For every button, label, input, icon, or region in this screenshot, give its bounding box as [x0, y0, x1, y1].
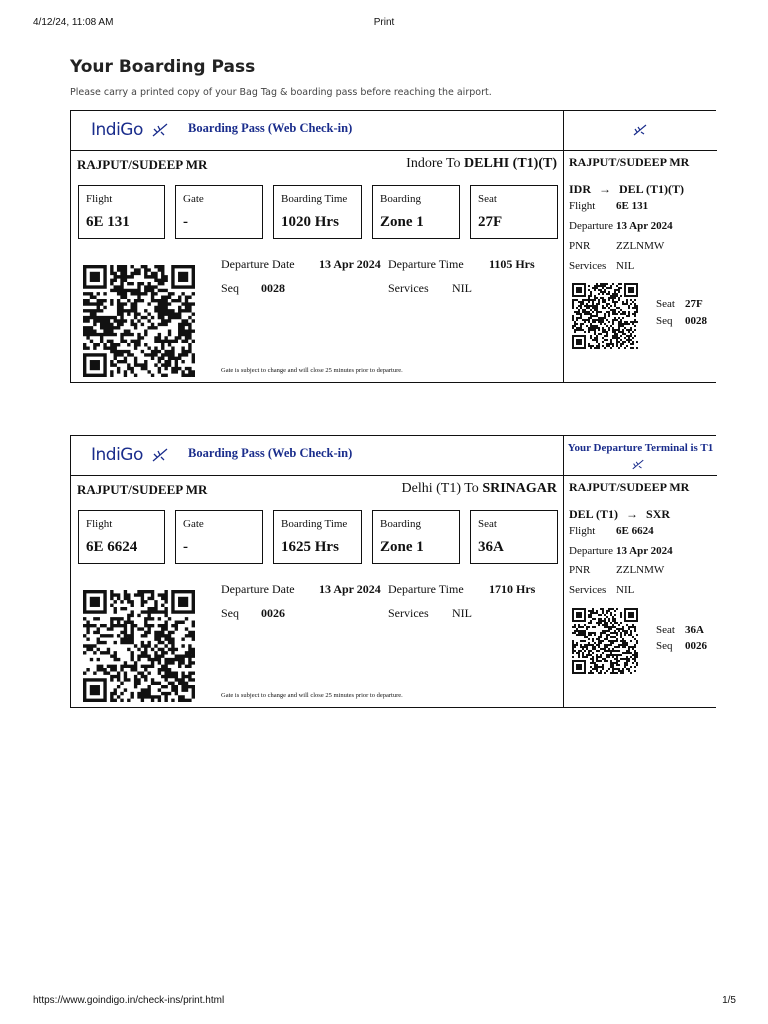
- stub-header: [564, 111, 717, 151]
- stub-flight-label: Flight: [569, 525, 596, 537]
- stub-seat-value: 36A: [685, 624, 704, 636]
- stub-route: [569, 507, 670, 522]
- departure-time-label: Departure Time: [388, 582, 464, 596]
- gate-note: Gate is subject to change and will close 25 minutes prior to departure.: [221, 692, 403, 699]
- boarding-time-label: Boarding Time: [281, 193, 348, 205]
- plane-icon: [151, 447, 169, 463]
- arrow-right-icon: →: [626, 507, 639, 521]
- brand-row: [71, 111, 563, 151]
- gate-note: Gate is subject to change and will close 25 minutes prior to departure.: [221, 367, 403, 374]
- flight-value: 6E 6624: [86, 539, 138, 555]
- passenger-name: RAJPUT/SUDEEP MR: [77, 157, 208, 172]
- departure-date-label: Departure Date: [221, 582, 295, 596]
- stub-departure-value: 13 Apr 2024: [616, 545, 673, 557]
- seq-value: 0028: [261, 281, 285, 295]
- stub-passenger-name: RAJPUT/SUDEEP MR: [569, 155, 690, 169]
- seat-box: [470, 185, 558, 239]
- boarding-zone-box: [372, 510, 460, 564]
- stub-departure-label: Departure: [569, 545, 613, 557]
- seq-label: Seq: [221, 606, 239, 620]
- gate-label: Gate: [183, 518, 204, 530]
- stub-flight-label: Flight: [569, 200, 596, 212]
- departure-date-value: 13 Apr 2024: [319, 582, 381, 596]
- page-title: Your Boarding Pass: [70, 57, 256, 77]
- boarding-zone-box: [372, 185, 460, 239]
- passenger-name: RAJPUT/SUDEEP MR: [77, 482, 208, 497]
- route-to: To: [445, 156, 461, 171]
- stub-services-label: Services: [569, 584, 607, 596]
- boarding-pass-heading: Boarding Pass (Web Check-in): [188, 446, 353, 460]
- seq-value: 0026: [261, 606, 285, 620]
- stub-pnr-value: ZZLNMW: [616, 240, 665, 252]
- departure-time-value: 1710 Hrs: [489, 582, 536, 596]
- print-page-title: Print: [373, 17, 395, 28]
- seq-label: Seq: [221, 281, 239, 295]
- boarding-time-value: 1625 Hrs: [281, 539, 339, 555]
- boarding-pass-heading: Boarding Pass (Web Check-in): [188, 121, 353, 135]
- origin: Delhi (T1): [401, 481, 461, 496]
- stub-passenger-name: RAJPUT/SUDEEP MR: [569, 480, 690, 494]
- stub-pnr-value: ZZLNMW: [616, 564, 665, 576]
- route: [406, 156, 557, 172]
- stub-pnr-label: PNR: [569, 564, 591, 576]
- indigo-logo: IndiGo: [91, 445, 143, 465]
- departure-time-value: 1105 Hrs: [489, 257, 535, 271]
- gate-value: -: [183, 539, 188, 555]
- boarding-pass-2: [70, 435, 716, 708]
- qr-code: [83, 265, 195, 377]
- stub-seat-label: Seat: [656, 624, 675, 636]
- departure-date-label: Departure Date: [221, 257, 295, 271]
- seat-value: 27F: [478, 214, 503, 230]
- stub-qr-code: [572, 283, 638, 349]
- indigo-logo: IndiGo: [91, 120, 143, 140]
- stub-seat-label: Seat: [656, 298, 675, 310]
- services-label: Services: [388, 606, 429, 620]
- departure-date-value: 13 Apr 2024: [319, 257, 381, 271]
- services-value: NIL: [452, 606, 472, 620]
- pass-stub: [564, 436, 717, 707]
- seat-label: Seat: [478, 518, 497, 530]
- gate-value: -: [183, 214, 188, 230]
- stub-seq-label: Seq: [656, 315, 673, 327]
- boarding-time-box: [273, 185, 362, 239]
- stub-route: [569, 182, 684, 197]
- boarding-time-value: 1020 Hrs: [281, 214, 339, 230]
- destination: SRINAGAR: [482, 481, 557, 496]
- stub-seat-value: 27F: [685, 298, 703, 310]
- stub-departure-value: 13 Apr 2024: [616, 220, 673, 232]
- boarding-time-label: Boarding Time: [281, 518, 348, 530]
- gate-label: Gate: [183, 193, 204, 205]
- stub-seq-value: 0028: [685, 315, 707, 327]
- stub-from: DEL (T1): [569, 507, 619, 521]
- services-value: NIL: [452, 281, 472, 295]
- services-label: Services: [388, 281, 429, 295]
- flight-value: 6E 131: [86, 214, 130, 230]
- destination: DELHI (T1)(T): [464, 156, 557, 171]
- print-datetime: 4/12/24, 11:08 AM: [33, 17, 114, 28]
- flight-label: Flight: [86, 193, 113, 205]
- stub-from: IDR: [569, 182, 592, 196]
- plane-icon: [631, 458, 645, 471]
- stub-to: SXR: [646, 507, 671, 521]
- brand-row: [71, 436, 563, 476]
- boarding-time-box: [273, 510, 362, 564]
- arrow-right-icon: →: [599, 182, 612, 196]
- seat-box: [470, 510, 558, 564]
- print-page-number: 1/5: [722, 995, 736, 1006]
- boarding-label: Boarding: [380, 518, 421, 530]
- boarding-zone-value: Zone 1: [380, 214, 424, 230]
- departure-time-label: Departure Time: [388, 257, 464, 271]
- flight-box: [78, 510, 165, 564]
- seat-value: 36A: [478, 539, 504, 555]
- stub-flight-value: 6E 6624: [616, 525, 654, 537]
- pass-main-section: [71, 436, 564, 707]
- flight-box: [78, 185, 165, 239]
- stub-to: DEL (T1)(T): [619, 182, 685, 196]
- route: [402, 481, 558, 497]
- stub-services-value: NIL: [616, 260, 635, 272]
- stub-services-label: Services: [569, 260, 607, 272]
- page-subtitle: Please carry a printed copy of your Bag Tag & boarding pass before reaching the airport.: [70, 87, 492, 98]
- origin: Indore: [406, 156, 443, 171]
- boarding-zone-value: Zone 1: [380, 539, 424, 555]
- plane-icon: [632, 123, 648, 137]
- boarding-pass-1: [70, 110, 716, 383]
- stub-seq-label: Seq: [656, 640, 673, 652]
- print-url: https://www.goindigo.in/check-ins/print.html: [33, 995, 225, 1006]
- boarding-label: Boarding: [380, 193, 421, 205]
- stub-qr-code: [572, 608, 638, 674]
- stub-header: [564, 436, 717, 476]
- plane-icon: [151, 122, 169, 138]
- terminal-note: Your Departure Terminal is T1: [567, 442, 714, 454]
- gate-box: [175, 510, 263, 564]
- stub-seq-value: 0026: [685, 640, 707, 652]
- stub-departure-label: Departure: [569, 220, 613, 232]
- stub-pnr-label: PNR: [569, 240, 591, 252]
- route-to: To: [464, 481, 479, 496]
- flight-label: Flight: [86, 518, 113, 530]
- qr-code: [83, 590, 195, 702]
- pass-main-section: [71, 111, 564, 382]
- gate-box: [175, 185, 263, 239]
- pass-stub: [564, 111, 717, 382]
- seat-label: Seat: [478, 193, 497, 205]
- stub-flight-value: 6E 131: [616, 200, 649, 212]
- stub-services-value: NIL: [616, 584, 635, 596]
